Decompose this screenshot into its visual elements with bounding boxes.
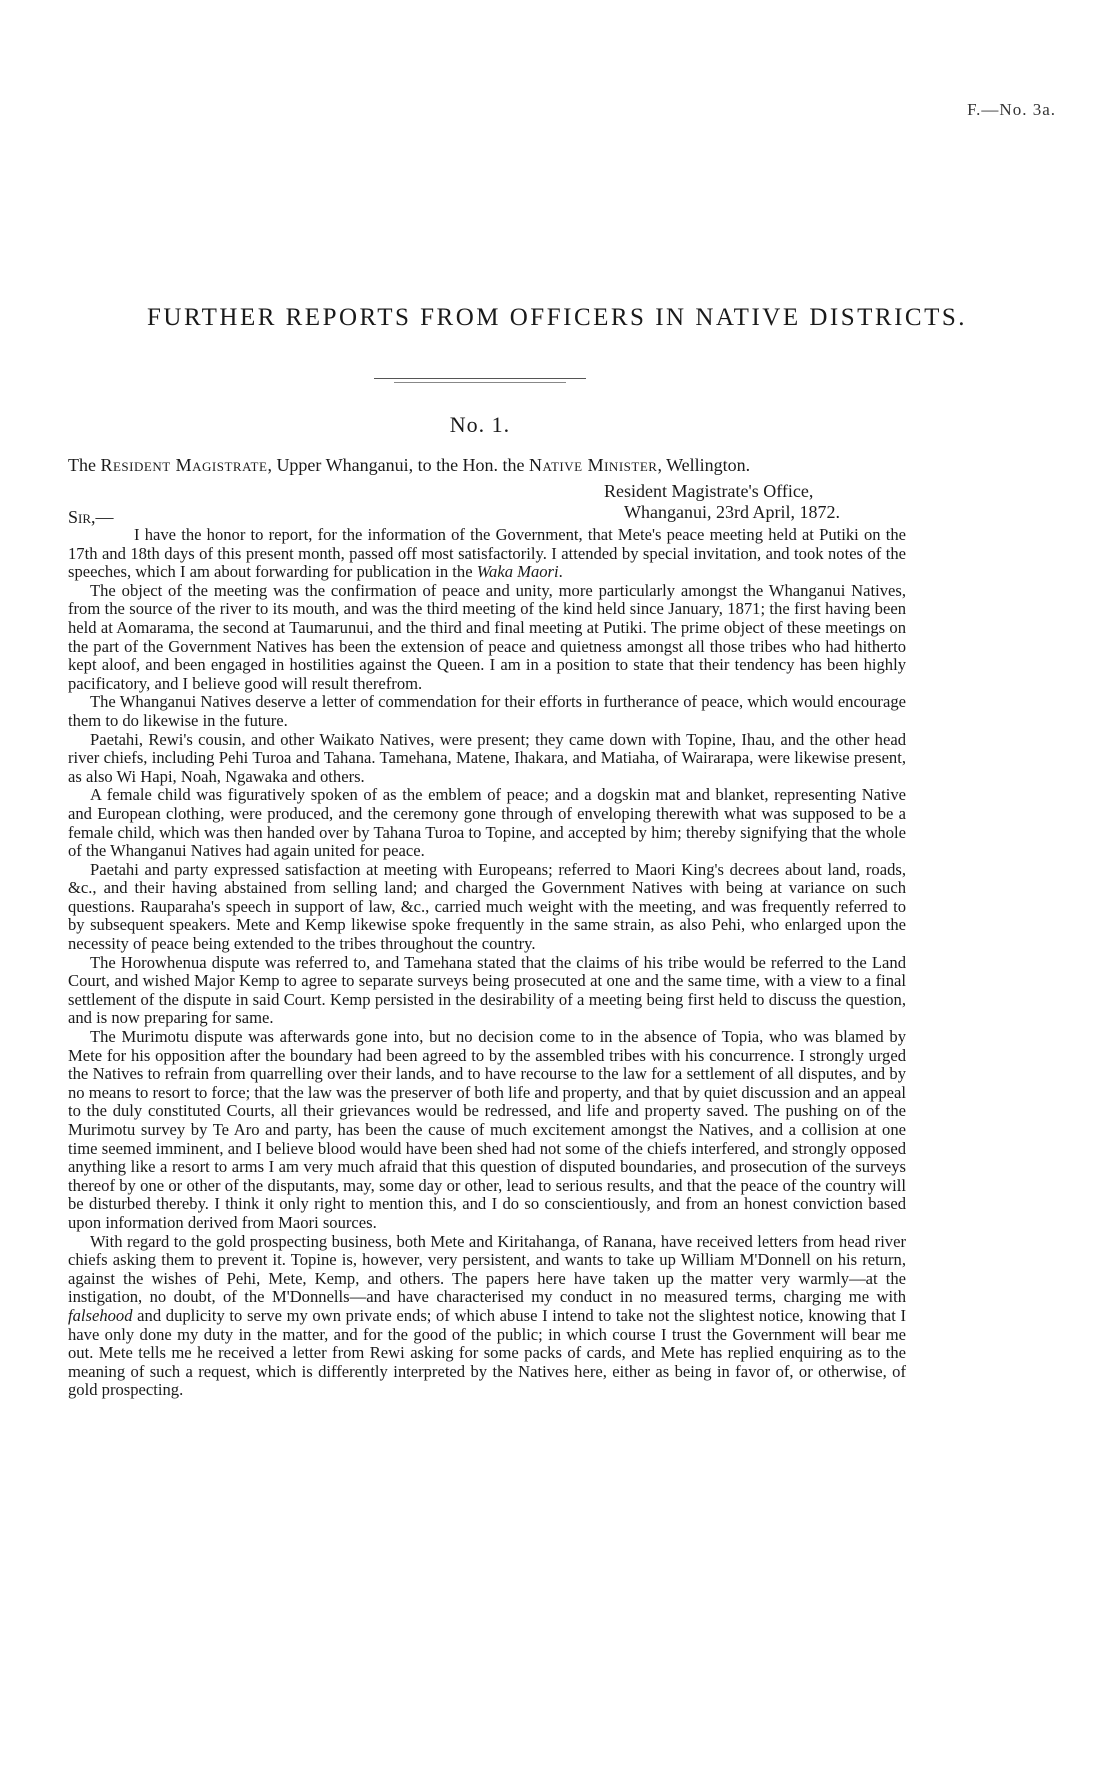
heading-middle: , Upper Whanganui, to the Hon. the xyxy=(267,455,530,475)
office-line-1: Resident Magistrate's Office, xyxy=(604,481,814,501)
paragraph-6: Paetahi and party expressed satisfaction at meeting with Europeans; referred to Maori King's decrees about land, roads, &c., and their having abstained from selling land; and charged the Government Natives with being at variance on such questions. Rauparaha's speech in support of law, &c., carried much weight with the meeting, and was frequently referred to by subsequent speakers. Mete and Kemp likewise spoke frequently in the same strain, as also Pehi, who enlarged upon the necessity of peace being extended to the tribes throughout the country. xyxy=(68,859,906,954)
office-line-2: Whanganui, 23rd April, 1872. xyxy=(624,502,840,522)
sender-address xyxy=(604,481,840,523)
paragraph-9: With regard to the gold prospecting business, both Mete and Kiritahanga, of Ranana, have received letters from head river chiefs asking them to prevent it. Topine is, however, very persistent, and wants to take up William M'Donnell on his return, against the wishes of Pehi, Mete, Kemp, and others. The papers here have taken up the matter very warmly—at the instigation, no doubt, of the M'Donnells—and have characterised my conduct in no measured terms, charging me with falsehood and duplicity to serve my own private ends; of which abuse I intend to take not the slightest notice, knowing that I have only done my duty in the matter, and for the good of the public; in which course I trust the Government will bear me out. Mete tells me he received a letter from Rewi asking for some packs of cards, and Mete has replied enquiring as to the meaning of such a request, which is differently interpreted by the Natives here, either as being in favor of, or otherwise, of gold prospecting. xyxy=(68,1231,906,1400)
paragraph-8: The Murimotu dispute was afterwards gone into, but no decision come to in the absence of Topia, who was blamed by Mete for his opposition after the boundary had been agreed to by the assembled tribes with his concurrence. I strongly urged the Natives to refrain from quarrelling over their lands, and to have recourse to the law for a settlement of all disputes, and by no means to resort to force; that the law was the preserver of both life and property, and that by quiet discussion and an appeal to the duly constituted Courts, all their grievances would be redressed, and life and property saved. The pushing on of the Murimotu survey by Te Aro and party, has been the cause of much excitement amongst the Natives, and a collision at one time seemed imminent, and I believe blood would have been shed had not some of the chiefs interfered, and strongly opposed anything like a resort to arms I am very much afraid that this question of disputed boundaries, and prosecution of the surveys thereof by one or other of the disputants, may, some day or other, lead to serious results, and that the peace of the country will be disturbed thereby. I think it only right to mention this, and I do so conscientiously, and from an honest conviction based upon information derived from Maori sources. xyxy=(68,1027,906,1232)
heading-to-title: Native Minister xyxy=(529,455,658,475)
paragraph-2: The object of the meeting was the confirmation of peace and unity, more particularly amongst the Whanganui Natives, from the source of the river to its mouth, and was the third meeting of the kind held since January, 1871; the first having been held at Aomarama, the second at Taumarunui, and the third and final meeting at Putiki. The prime object of these meetings on the part of the Government Natives has been the extension of peace and quietness amongst all those tribes who had hitherto kept aloof, and been engaged in hostilities against the Queen. I am in a position to state that their tendency has been highly pacificatory, and I believe good will result therefrom. xyxy=(68,580,906,693)
paragraph-4: Paetahi, Rewi's cousin, and other Waikato Natives, were present; they came down with Topine, Ihau, and the other head river chiefs, including Pehi Turoa and Tahana. Tamehana, Matene, Ihakara, and Matiaha, of Wairarapa, were likewise present, as also Wi Hapi, Noah, Ngawaka and others. xyxy=(68,729,906,786)
document-number: No. 1. xyxy=(449,412,511,437)
heading-prefix: The xyxy=(68,455,101,475)
document-reference: F.—No. 3a. xyxy=(967,100,1056,119)
heading-suffix: , Wellington. xyxy=(657,455,751,475)
italic-falsehood: falsehood xyxy=(68,1305,133,1325)
heading-from-title: Resident Magistrate xyxy=(100,455,268,475)
paragraph-7: The Horowhenua dispute was referred to, and Tamehana stated that the claims of his tribe would be referred to the Land Court, and wished Major Kemp to agree to separate surveys being prosecuted at one and the same time, with a view to a final settlement of the dispute in said Court. Kemp persisted in the desirability of a meeting being first held to discuss the question, and is now preparing for same. xyxy=(68,952,906,1028)
paragraph-1: I have the honor to report, for the information of the Government, that Mete's peace meeting held at Putiki on the 17th and 18th days of this present month, passed off most satisfactorily. I attended by special invitation, and took notes of the speeches, which I am about forwarding for publication in the Waka Maori. xyxy=(68,525,906,582)
title-divider-lower xyxy=(394,382,566,383)
letter-body xyxy=(68,526,906,1400)
paragraph-5: A female child was figuratively spoken of as the emblem of peace; and a dogskin mat and blanket, representing Native and European clothing, were produced, and the ceremony gone through of enveloping therewith what was supposed to be a female child, which was then handed over by Tahana Turoa to Topine, and accepted by him; thereby signifying that the whole of the Whanganui Natives had again united for peace. xyxy=(68,785,906,861)
letter-heading xyxy=(68,455,1058,476)
paragraph-3: The Whanganui Natives deserve a letter of commendation for their efforts in furtherance of peace, which would encourage them to do likewise in the future. xyxy=(68,692,906,730)
document-title: FURTHER REPORTS FROM OFFICERS IN NATIVE DISTRICTS. xyxy=(146,304,968,331)
salutation: Sir,— xyxy=(68,507,114,527)
title-divider xyxy=(374,378,586,379)
newspaper-title: Waka Maori xyxy=(476,562,559,582)
